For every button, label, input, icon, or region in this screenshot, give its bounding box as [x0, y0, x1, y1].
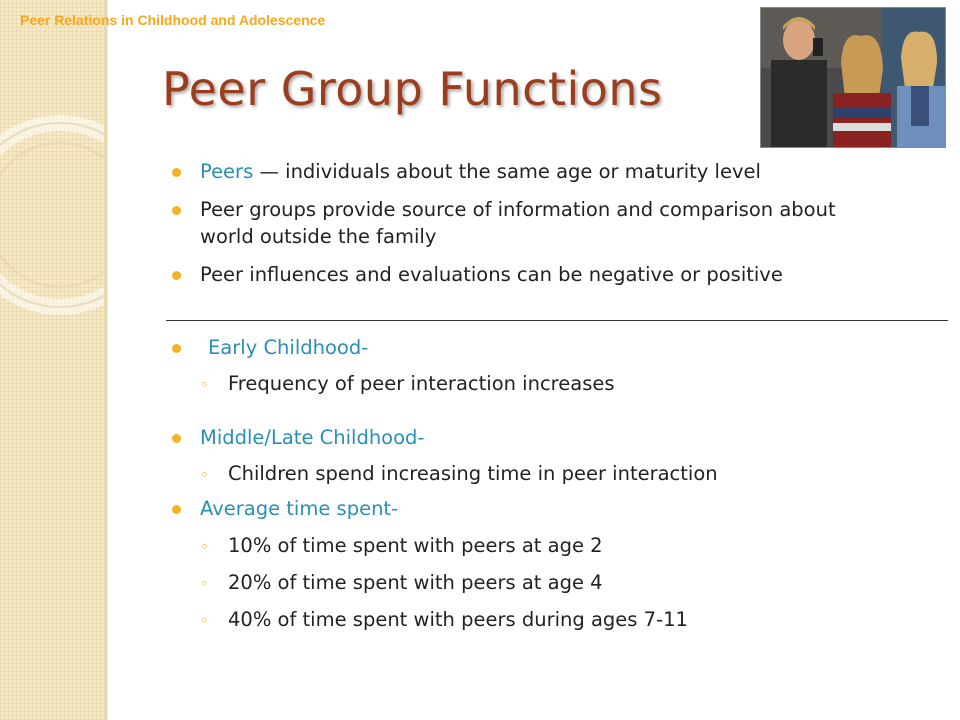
bullet-peers-definition — [200, 159, 761, 185]
peers-definition-text: — individuals about the same age or maturity level — [253, 160, 761, 183]
sub-bullet-ring-icon: ◦ — [200, 376, 209, 394]
bullet-dot — [172, 168, 181, 177]
sub-bullet-ring-icon: ◦ — [200, 538, 209, 556]
sub-bullet-ring-icon: ◦ — [200, 466, 209, 484]
sub-bullet-ring-icon: ◦ — [200, 612, 209, 630]
early-childhood-detail: Frequency of peer interaction increases — [228, 372, 615, 395]
horizontal-rule — [166, 320, 948, 321]
bullet-peer-groups-line1: Peer groups provide source of information and comparison about — [200, 198, 836, 221]
sub-bullet-ring-icon: ◦ — [200, 575, 209, 593]
bullet-dot — [172, 206, 181, 215]
average-time-item: 40% of time spent with peers during ages 7-11 — [228, 608, 688, 631]
slide-header: Peer Relations in Childhood and Adolescence — [20, 12, 326, 28]
bullet-dot — [172, 344, 181, 353]
bullet-peer-groups-line2: world outside the family — [200, 225, 437, 248]
slide-title: Peer Group Functions — [162, 62, 663, 116]
average-time-item: 10% of time spent with peers at age 2 — [228, 534, 603, 557]
middle-childhood-detail: Children spend increasing time in peer interaction — [228, 462, 718, 485]
heading-average-time-spent: Average time spent- — [200, 497, 399, 520]
heading-middle-late-childhood: Middle/Late Childhood- — [200, 426, 425, 449]
bullet-dot — [172, 434, 181, 443]
term-peers: Peers — [200, 160, 254, 183]
bullet-dot — [172, 505, 181, 514]
average-time-item: 20% of time spent with peers at age 4 — [228, 571, 603, 594]
bullet-peer-influences: Peer influences and evaluations can be negative or positive — [200, 263, 783, 286]
heading-early-childhood: Early Childhood- — [208, 336, 369, 359]
bullet-dot — [172, 271, 181, 280]
